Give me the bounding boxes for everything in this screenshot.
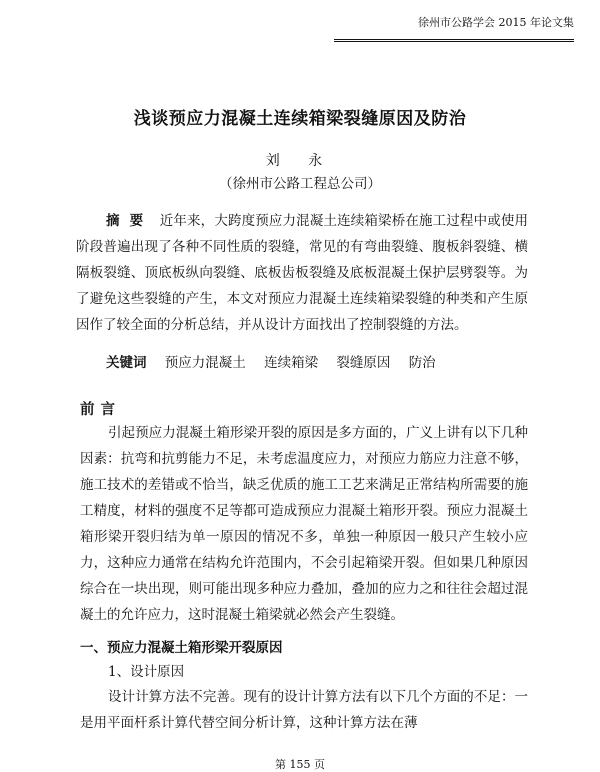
keywords [106, 352, 450, 374]
abstract-text: 近年来，大跨度预应力混凝土连续箱梁桥在施工过程中或使用阶段普遍出现了各种不同性质的裂缝，常见的有弯曲裂缝、腹板斜裂缝、横隔板裂缝、顶底板纵向裂缝、底板齿板裂缝及底板混凝土保护层劈裂等。为了避免这些裂缝的产生，本文对预应力混凝土连续箱梁裂缝的种类和产生原因作了较全面的分析总结，并从设计方面找出了控制裂缝的方法。 [76, 213, 529, 333]
section-paragraph [80, 684, 528, 736]
abstract-label: 摘要 [106, 213, 154, 229]
author-affiliation: （徐州市公路工程总公司） [219, 176, 381, 192]
section-heading: 一、预应力混凝土箱形梁开裂原因 [80, 640, 283, 656]
author-name: 刘 永 [265, 153, 335, 169]
keywords-label: 关键词 [106, 355, 147, 371]
intro-paragraph [80, 420, 528, 628]
keyword: 连续箱梁 [264, 355, 319, 371]
intro-heading: 前言 [80, 402, 121, 418]
section-text: 设计计算方法不完善。现有的设计计算方法有以下几个方面的不足：一是用平面杆系计算代替空间分析计算，这种计算方法在薄 [80, 689, 528, 731]
keyword: 预应力混凝土 [164, 355, 246, 371]
running-header: 徐州市公路学会 2015 年论文集 [334, 10, 574, 42]
subsection-heading: 1、设计原因 [108, 664, 185, 680]
paper-title: 浅谈预应力混凝土连续箱梁裂缝原因及防治 [133, 109, 467, 129]
keyword: 裂缝原因 [336, 355, 391, 371]
page-number: 第 155 页 [275, 758, 325, 771]
keyword: 防治 [408, 355, 436, 371]
abstract [76, 208, 528, 338]
intro-text: 引起预应力混凝土箱形梁开裂的原因是多方面的，广义上讲有以下几种因素：抗弯和抗剪能力不足，未考虑温度应力，对预应力筋应力注意不够，施工技术的差错或不恰当，缺乏优质的施工工艺来满足正常结构所需要的施工精度，材料的强度不足等都可造成预应力混凝土箱形开裂。预应力混凝土箱形梁开裂归结为单一原因的情况不多，单独一种原因一般只产生较小应力，这种应力通常在结构允许范围内，不会引起箱梁开裂。但如果几种原因综合在一块出现，则可能出现多种应力叠加，叠加的应力之和往往会超过混凝土的允许应力，这时混凝土箱梁就必然会产生裂缝。 [80, 425, 528, 623]
